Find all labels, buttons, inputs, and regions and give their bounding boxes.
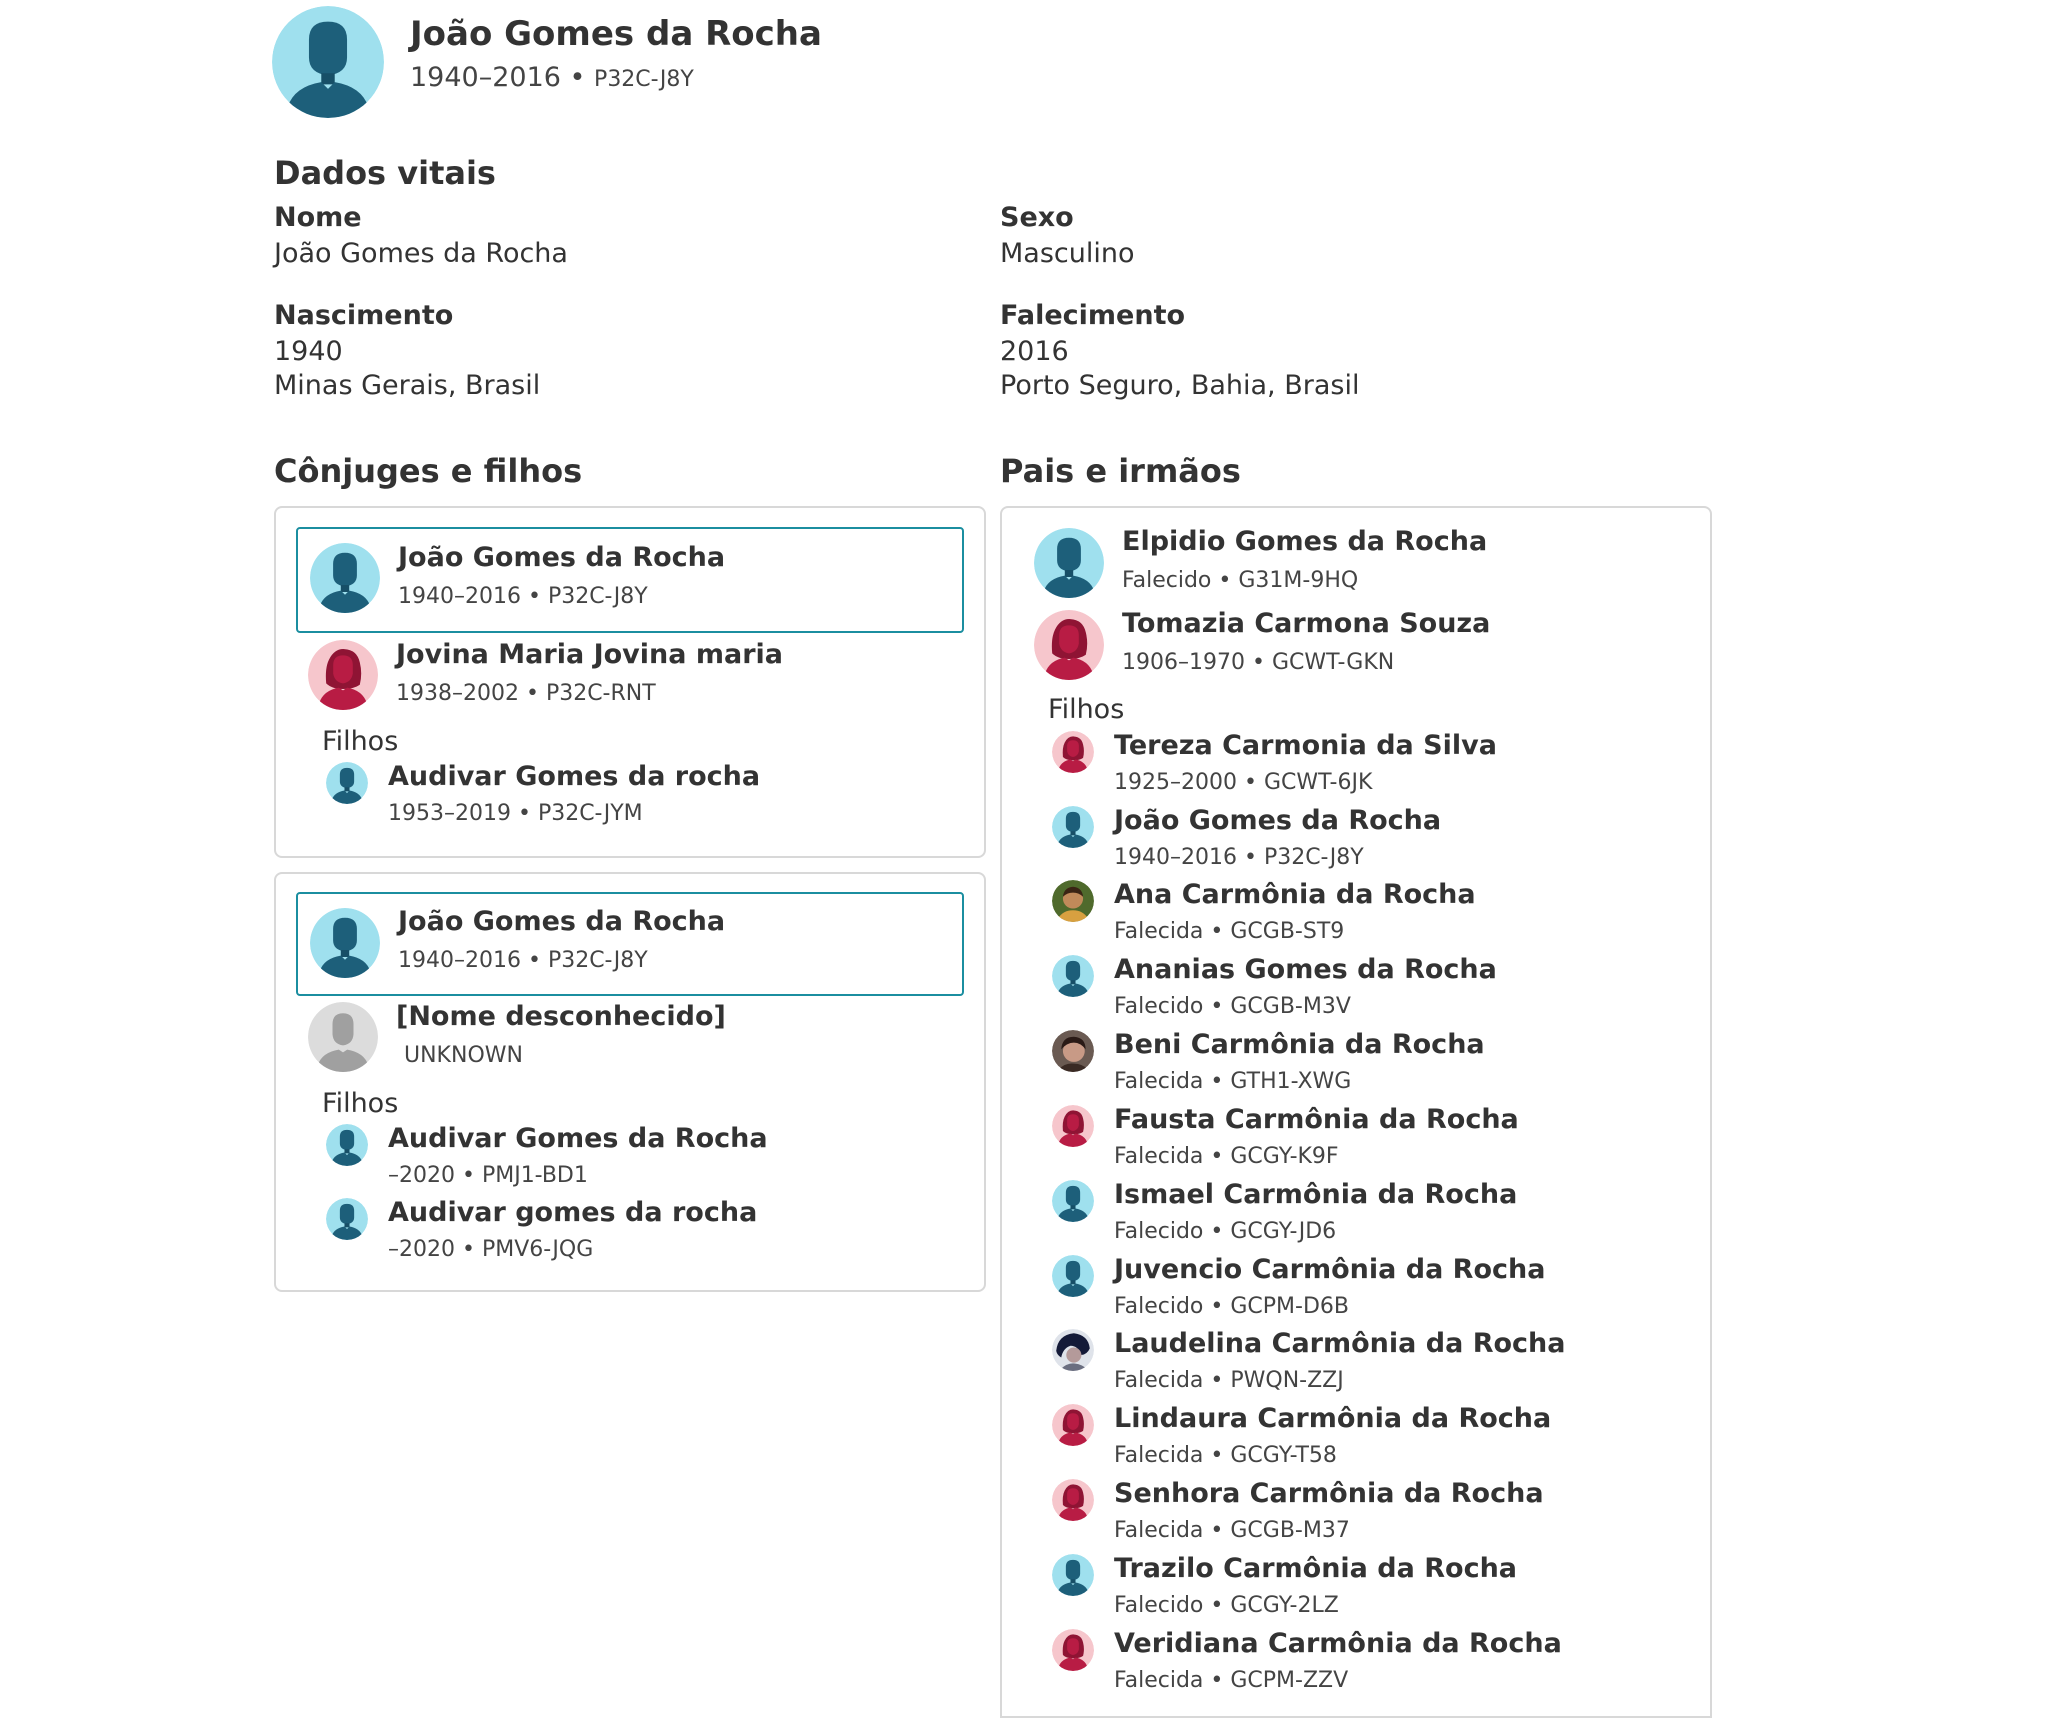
person-avatar[interactable]: [310, 543, 380, 613]
vitals-heading: Dados vitais: [274, 154, 496, 192]
sibling-info: Falecida • GCGB-ST9: [1114, 919, 1345, 944]
birth-label: Nascimento: [274, 300, 454, 331]
male-silhouette-icon: [326, 762, 368, 804]
child-name-link[interactable]: Audivar Gomes da Rocha: [388, 1123, 768, 1154]
parents-heading: Pais e irmãos: [1000, 452, 1241, 490]
profile-subtitle: [410, 62, 694, 93]
photo-portrait-icon: [1052, 1329, 1094, 1371]
mother-name-link[interactable]: Tomazia Carmona Souza: [1122, 608, 1491, 639]
name-value: João Gomes da Rocha: [274, 238, 568, 269]
spouses-heading: Cônjuges e filhos: [274, 452, 583, 490]
sibling-name-link[interactable]: Senhora Carmônia da Rocha: [1114, 1478, 1544, 1509]
female-silhouette-icon: [1052, 1479, 1094, 1521]
spouse-name-link[interactable]: [Nome desconhecido]: [396, 1001, 726, 1032]
sibling-info: 1940–2016 • P32C-J8Y: [1114, 845, 1364, 870]
male-silhouette-icon: [1052, 1255, 1094, 1297]
birth-date: 1940: [274, 336, 343, 367]
sibling-info: Falecido • GCGY-2LZ: [1114, 1593, 1339, 1618]
unknown-silhouette-icon: [308, 1002, 378, 1072]
male-silhouette-icon: [1052, 955, 1094, 997]
profile-years: 1940–2016: [410, 62, 561, 93]
profile-avatar: [272, 6, 384, 118]
sibling-info: Falecida • GCGY-T58: [1114, 1443, 1337, 1468]
child-name-link[interactable]: Audivar gomes da rocha: [388, 1197, 758, 1228]
person-avatar[interactable]: [310, 908, 380, 978]
sibling-name-link[interactable]: Beni Carmônia da Rocha: [1114, 1029, 1485, 1060]
spouse-info: 1938–2002 • P32C-RNT: [396, 681, 656, 706]
birth-place: Minas Gerais, Brasil: [274, 370, 541, 401]
sibling-info: Falecida • GTH1-XWG: [1114, 1069, 1352, 1094]
female-silhouette-icon: [1052, 731, 1094, 773]
child-info: –2020 • PMV6-JQG: [388, 1237, 594, 1262]
male-silhouette-icon: [272, 6, 384, 118]
sibling-avatar[interactable]: [1052, 1479, 1094, 1521]
sibling-avatar[interactable]: [1052, 1554, 1094, 1596]
siblings-label: Filhos: [1048, 694, 1125, 725]
photo-portrait-icon: [1052, 880, 1094, 922]
person-avatar[interactable]: [308, 1002, 378, 1072]
death-place: Porto Seguro, Bahia, Brasil: [1000, 370, 1360, 401]
person-avatar[interactable]: [308, 640, 378, 710]
sibling-info: Falecido • GCGY-JD6: [1114, 1219, 1337, 1244]
sibling-info: Falecida • GCGY-K9F: [1114, 1144, 1339, 1169]
photo-portrait-icon: [1052, 1030, 1094, 1072]
mother-avatar[interactable]: [1034, 610, 1104, 680]
mother-info: 1906–1970 • GCWT-GKN: [1122, 650, 1395, 675]
children-label: Filhos: [322, 1088, 399, 1119]
spouse-name-link[interactable]: Jovina Maria Jovina maria: [396, 639, 784, 670]
sibling-avatar[interactable]: [1052, 880, 1094, 922]
person-name-link[interactable]: João Gomes da Rocha: [398, 906, 726, 937]
sibling-name-link[interactable]: João Gomes da Rocha: [1114, 805, 1442, 836]
sibling-info: Falecida • PWQN-ZZJ: [1114, 1368, 1344, 1393]
separator-dot: •: [569, 62, 595, 93]
sibling-name-link[interactable]: Laudelina Carmônia da Rocha: [1114, 1328, 1566, 1359]
father-name-link[interactable]: Elpidio Gomes da Rocha: [1122, 526, 1488, 557]
sibling-name-link[interactable]: Juvencio Carmônia da Rocha: [1114, 1254, 1546, 1285]
female-silhouette-icon: [1052, 1105, 1094, 1147]
female-silhouette-icon: [1034, 610, 1104, 680]
male-silhouette-icon: [310, 908, 380, 978]
child-avatar[interactable]: [326, 762, 368, 804]
father-info: Falecido • G31M-9HQ: [1122, 568, 1359, 593]
death-label: Falecimento: [1000, 300, 1186, 331]
sibling-avatar[interactable]: [1052, 1329, 1094, 1371]
sibling-name-link[interactable]: Ismael Carmônia da Rocha: [1114, 1179, 1518, 1210]
death-date: 2016: [1000, 336, 1069, 367]
sibling-avatar[interactable]: [1052, 955, 1094, 997]
male-silhouette-icon: [1052, 806, 1094, 848]
sex-value: Masculino: [1000, 238, 1135, 269]
sibling-info: Falecida • GCGB-M37: [1114, 1518, 1350, 1543]
male-silhouette-icon: [326, 1124, 368, 1166]
sibling-avatar[interactable]: [1052, 731, 1094, 773]
father-avatar[interactable]: [1034, 528, 1104, 598]
male-silhouette-icon: [1034, 528, 1104, 598]
sibling-name-link[interactable]: Veridiana Carmônia da Rocha: [1114, 1628, 1562, 1659]
sibling-name-link[interactable]: Lindaura Carmônia da Rocha: [1114, 1403, 1552, 1434]
female-silhouette-icon: [308, 640, 378, 710]
sibling-info: Falecido • GCGB-M3V: [1114, 994, 1351, 1019]
child-avatar[interactable]: [326, 1124, 368, 1166]
female-silhouette-icon: [1052, 1629, 1094, 1671]
child-name-link[interactable]: Audivar Gomes da rocha: [388, 761, 761, 792]
male-silhouette-icon: [1052, 1554, 1094, 1596]
child-avatar[interactable]: [326, 1198, 368, 1240]
sibling-avatar[interactable]: [1052, 1255, 1094, 1297]
male-silhouette-icon: [326, 1198, 368, 1240]
sibling-avatar[interactable]: [1052, 1105, 1094, 1147]
sibling-name-link[interactable]: Ananias Gomes da Rocha: [1114, 954, 1497, 985]
sibling-name-link[interactable]: Fausta Carmônia da Rocha: [1114, 1104, 1519, 1135]
sex-label: Sexo: [1000, 202, 1074, 233]
page-title: João Gomes da Rocha: [410, 14, 822, 54]
child-info: –2020 • PMJ1-BD1: [388, 1163, 588, 1188]
sibling-name-link[interactable]: Trazilo Carmônia da Rocha: [1114, 1553, 1518, 1584]
male-silhouette-icon: [310, 543, 380, 613]
name-label: Nome: [274, 202, 362, 233]
child-info: 1953–2019 • P32C-JYM: [388, 801, 643, 826]
sibling-name-link[interactable]: Tereza Carmonia da Silva: [1114, 730, 1497, 761]
sibling-info: Falecido • GCPM-D6B: [1114, 1294, 1349, 1319]
spouse-info: UNKNOWN: [404, 1043, 523, 1068]
male-silhouette-icon: [1052, 1180, 1094, 1222]
sibling-info: 1925–2000 • GCWT-6JK: [1114, 770, 1373, 795]
children-label: Filhos: [322, 726, 399, 757]
sibling-avatar[interactable]: [1052, 1629, 1094, 1671]
sibling-avatar[interactable]: [1052, 806, 1094, 848]
person-name-link[interactable]: João Gomes da Rocha: [398, 542, 726, 573]
sibling-avatar[interactable]: [1052, 1030, 1094, 1072]
sibling-avatar[interactable]: [1052, 1180, 1094, 1222]
female-silhouette-icon: [1052, 1404, 1094, 1446]
sibling-avatar[interactable]: [1052, 1404, 1094, 1446]
profile-id: P32C-J8Y: [594, 67, 694, 92]
sibling-info: Falecida • GCPM-ZZV: [1114, 1668, 1349, 1693]
person-info: 1940–2016 • P32C-J8Y: [398, 584, 648, 609]
sibling-name-link[interactable]: Ana Carmônia da Rocha: [1114, 879, 1476, 910]
person-info: 1940–2016 • P32C-J8Y: [398, 948, 648, 973]
